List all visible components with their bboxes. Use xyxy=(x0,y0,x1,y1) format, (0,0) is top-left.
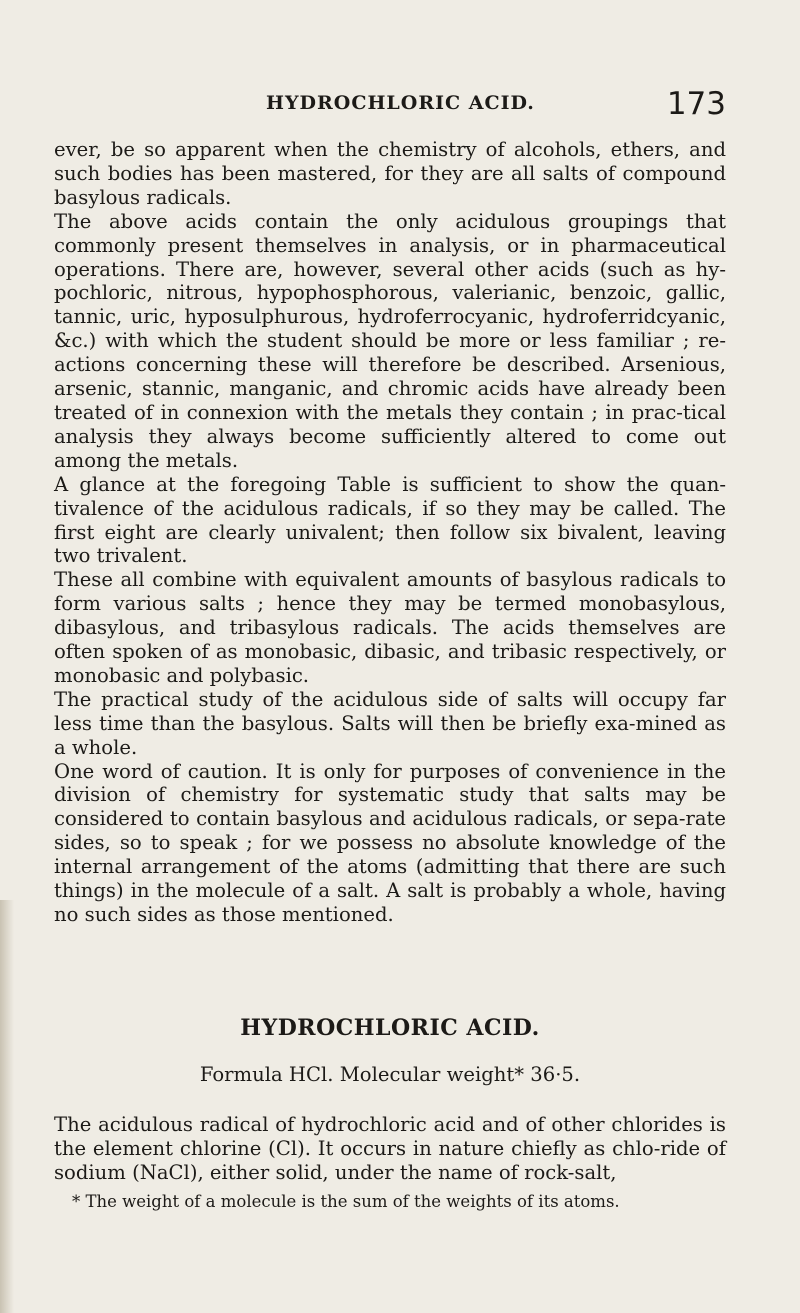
page-spine-shadow xyxy=(0,900,14,1313)
running-head xyxy=(54,86,726,126)
formula-line: Formula HCl. Molecular weight* 36·5. xyxy=(199,1063,581,1086)
paragraph-1: ever, be so apparent when the chemistry of alcohols, ethers, and such bodies has been mastered, for they are all salts of compound basylous radicals. xyxy=(54,138,726,209)
paragraph-4: These all combine with equivalent amounts of basylous radicals to form various salts ; hence they may be termed monobasylous, dibasylous, and tribasylous radicals. The acids themselves are often spoken of as monobasic, dibasic, and tribasic respectively, or monobasic and polybasic. xyxy=(54,568,726,687)
section-text xyxy=(54,1113,726,1185)
paragraph-5: The practical study of the acidulous side of salts will occupy far less time than the basylous. Salts will then be briefly exa-mined as a whole. xyxy=(54,687,726,759)
section-paragraph: The acidulous radical of hydrochloric acid and of other chlorides is the element chlorine (Cl). It occurs in nature chiefly as chlo-ride of sodium (NaCl), either solid, under the name of rock-salt, xyxy=(54,1113,726,1184)
body-text xyxy=(54,138,726,927)
running-title: HYDROCHLORIC ACID. xyxy=(266,92,535,114)
paragraph-3: A glance at the foregoing Table is sufficient to show the quan-tivalence of the acidulous radicals, if so they may be called. The first eight are clearly univalent; then follow six bivalent, leaving two trivalent. xyxy=(54,472,726,568)
page-number: 173 xyxy=(666,86,726,122)
footnote: * The weight of a molecule is the sum of the weights of its atoms. xyxy=(72,1192,620,1211)
section-heading: HYDROCHLORIC ACID. xyxy=(240,1015,540,1041)
paragraph-2: The above acids contain the only acidulous groupings that commonly present themselves in analysis, or in pharmaceutical operations. There are, however, several other acids (such as hy-pochloric, nitrous, hypophosphorous, valerianic, benzoic, gallic, tannic, uric, hyposulphurous, hydroferrocyanic, hydroferridcyanic, &c.) with which the student should be more or less familiar ; re-actions concerning these will therefore be described. Arsenious, arsenic, stannic, manganic, and chromic acids have already been treated of in connexion with the metals they contain ; in prac-tical analysis they always become sufficiently altered to come out among the metals. xyxy=(54,209,726,472)
paragraph-6: One word of caution. It is only for purposes of convenience in the division of chemistry for systematic study that salts may be considered to contain basylous and acidulous radicals, or sepa-rate sides, so to speak ; for we possess no absolute knowledge of the internal arrangement of the atoms (admitting that there are such things) in the molecule of a salt. A salt is probably a whole, having no such sides as those mentioned. xyxy=(54,759,726,926)
